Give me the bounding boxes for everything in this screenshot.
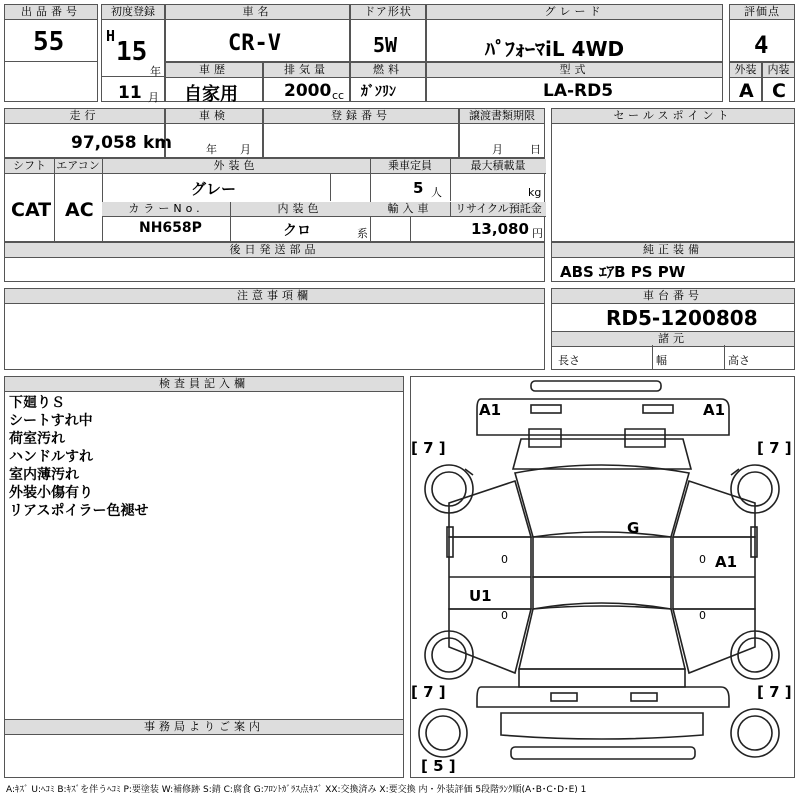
load-unit: kg	[528, 186, 542, 199]
interior-grade-label: 内装	[763, 63, 794, 78]
interior-grade: C	[772, 80, 786, 102]
zero-mark: 0	[501, 609, 508, 622]
note-line: 室内薄汚れ	[9, 467, 79, 483]
chassis-cell	[551, 288, 795, 370]
chassis-number: RD5-1200808	[606, 306, 758, 330]
note-line: リアスポイラー色褪せ	[9, 503, 149, 519]
notes-cell	[4, 288, 545, 370]
seats-unit: 人	[431, 186, 442, 199]
car-name: CR-V	[228, 31, 281, 56]
import-label: 輸入車	[370, 202, 450, 217]
later-parts-cell	[4, 242, 545, 282]
fuel-label: 燃料	[351, 63, 425, 78]
note-line: シートすれ中	[9, 413, 93, 429]
office-label: 事務局よりご案内	[5, 719, 403, 735]
score-cell	[729, 4, 795, 62]
door-type: 5W	[373, 33, 398, 57]
legend: A:ｷｽﾞ U:ﾍｺﾐ B:ｷｽﾞを伴うﾍｺﾐ P:要塗装 W:補修跡 S:錆 C:腐食 G:ﾌﾛﾝﾄｶﾞﾗｽ点ｷｽﾞ XX:交換済み X:要交換 内・外装評価 5段階ﾗﾝｸ順(A･B･C･D･E) 1	[6, 785, 587, 795]
mileage-label: 走行	[5, 109, 164, 124]
mileage: 97,058	[71, 133, 137, 153]
model-code: LA-RD5	[543, 81, 614, 101]
displacement-label: 排気量	[264, 63, 349, 78]
color-number: NH658P	[139, 220, 202, 236]
damage-mark-a1-side: A1	[715, 553, 738, 571]
score-label: 評価点	[730, 5, 794, 20]
recycle-fee: 13,080	[471, 220, 529, 238]
door-label: ドア形状	[351, 5, 425, 20]
first-registration-cell	[101, 4, 165, 102]
note-line: ハンドルすれ	[9, 449, 93, 465]
vehicle-diagram	[410, 376, 795, 778]
interior-color: クロ	[283, 223, 311, 239]
inspector-notes-list	[9, 394, 148, 520]
length-label: 長さ	[558, 354, 580, 367]
damage-mark-a1-front-left: A1	[479, 401, 502, 419]
chassis-label: 車台番号	[552, 289, 794, 304]
tire-depth-rear-left: [ 7 ]	[411, 683, 446, 701]
exterior-grade: A	[739, 80, 754, 102]
max-load-label: 最大積載量	[450, 159, 546, 174]
exterior-grade-cell	[729, 62, 762, 102]
overall-score: 4	[754, 31, 769, 59]
inspection-label: 車検	[166, 109, 262, 124]
width-label: 幅	[656, 354, 667, 367]
exterior-grade-label: 外装	[730, 63, 761, 78]
recycle-unit: 円	[532, 227, 543, 240]
lot-label: 出品番号	[5, 5, 97, 20]
sales-point-cell	[551, 108, 795, 242]
seats: 5	[413, 179, 424, 197]
inspector-notes	[4, 376, 404, 778]
tire-depth-rear-right: [ 7 ]	[757, 683, 792, 701]
grade: ﾊﾟﾌｫｰﾏiL 4WD	[485, 37, 625, 61]
damage-mark-g: G	[627, 519, 640, 537]
zero-mark: 0	[699, 609, 706, 622]
car-name-cell	[165, 4, 350, 62]
tire-depth-front-left: [ 7 ]	[411, 439, 446, 457]
registration-number-label: 登録番号	[264, 109, 458, 124]
damage-mark-u1: U1	[469, 587, 492, 605]
interior-color-unit: 系	[357, 227, 368, 240]
history-cell	[165, 62, 263, 105]
month-unit: 月	[148, 91, 159, 104]
note-line: 荷室汚れ	[9, 431, 65, 447]
spec-block	[4, 158, 545, 242]
shift-label: シフト	[5, 159, 54, 174]
color-number-label: カラーNo.	[102, 202, 230, 217]
first-registration-month: 11	[118, 83, 142, 103]
inspector-label: 検査員記入欄	[5, 377, 403, 392]
recycle-label: リサイクル預託金	[450, 202, 546, 217]
height-label: 高さ	[728, 354, 750, 367]
model-cell	[426, 62, 723, 102]
era: H	[106, 27, 116, 45]
shift: CAT	[11, 199, 52, 221]
tire-depth-front-right: [ 7 ]	[757, 439, 792, 457]
displacement-unit: cc	[332, 89, 345, 102]
transfer-deadline-label: 譲渡書類期限	[460, 109, 544, 124]
zero-mark: 0	[501, 553, 508, 566]
aircon-label: エアコン	[54, 159, 102, 174]
note-line: 下廻りＳ	[9, 395, 65, 411]
notes-label: 注意事項欄	[5, 289, 544, 304]
exterior-color: グレー	[191, 180, 237, 198]
tire-depth-spare: [ 5 ]	[421, 757, 456, 775]
transfer-deadline-cell	[459, 108, 545, 158]
exterior-color-label: 外装色	[102, 159, 370, 174]
inspection-cell	[165, 108, 263, 158]
sales-point-label: セールスポイント	[552, 109, 794, 124]
fuel: ｶﾞｿﾘﾝ	[361, 84, 396, 100]
seats-label: 乗車定員	[370, 159, 450, 174]
inspection-year-unit: 年	[206, 143, 217, 156]
grade-cell	[426, 4, 723, 62]
history-label: 車歴	[166, 63, 262, 78]
aircon: AC	[65, 199, 94, 221]
interior-color-label: 内装色	[230, 202, 370, 217]
displacement: 2000	[284, 81, 332, 101]
mileage-unit: km	[143, 133, 173, 153]
door-cell	[350, 4, 426, 62]
lot-cell	[4, 4, 98, 102]
note-line: 外装小傷有り	[9, 485, 93, 501]
inspection-month-unit: 月	[240, 143, 251, 156]
car-outline-diagram	[411, 377, 794, 777]
transfer-month-unit: 月	[492, 143, 503, 156]
equipment-label: 純正装備	[552, 243, 794, 258]
history: 自家用	[184, 84, 238, 105]
interior-grade-cell	[762, 62, 795, 102]
lot-number: 55	[33, 27, 65, 57]
zero-mark: 0	[699, 553, 706, 566]
transfer-day-unit: 日	[530, 143, 541, 156]
first-registration-label: 初度登録	[102, 5, 164, 20]
year-unit: 年	[150, 65, 161, 78]
equipment: ABS ｴｱB PS PW	[560, 263, 686, 281]
car-name-label: 車名	[166, 5, 349, 20]
displacement-cell	[263, 62, 350, 102]
mileage-cell	[4, 108, 173, 158]
equipment-cell	[551, 242, 795, 282]
spec-label: 諸元	[552, 331, 794, 347]
later-parts-label: 後日発送部品	[5, 243, 544, 258]
grade-label: グレード	[427, 5, 722, 20]
registration-number-cell	[263, 108, 459, 158]
damage-mark-a1-front-right: A1	[703, 401, 726, 419]
fuel-cell	[350, 62, 426, 102]
first-registration-year: 15	[116, 37, 148, 67]
model-label: 型式	[427, 63, 722, 78]
